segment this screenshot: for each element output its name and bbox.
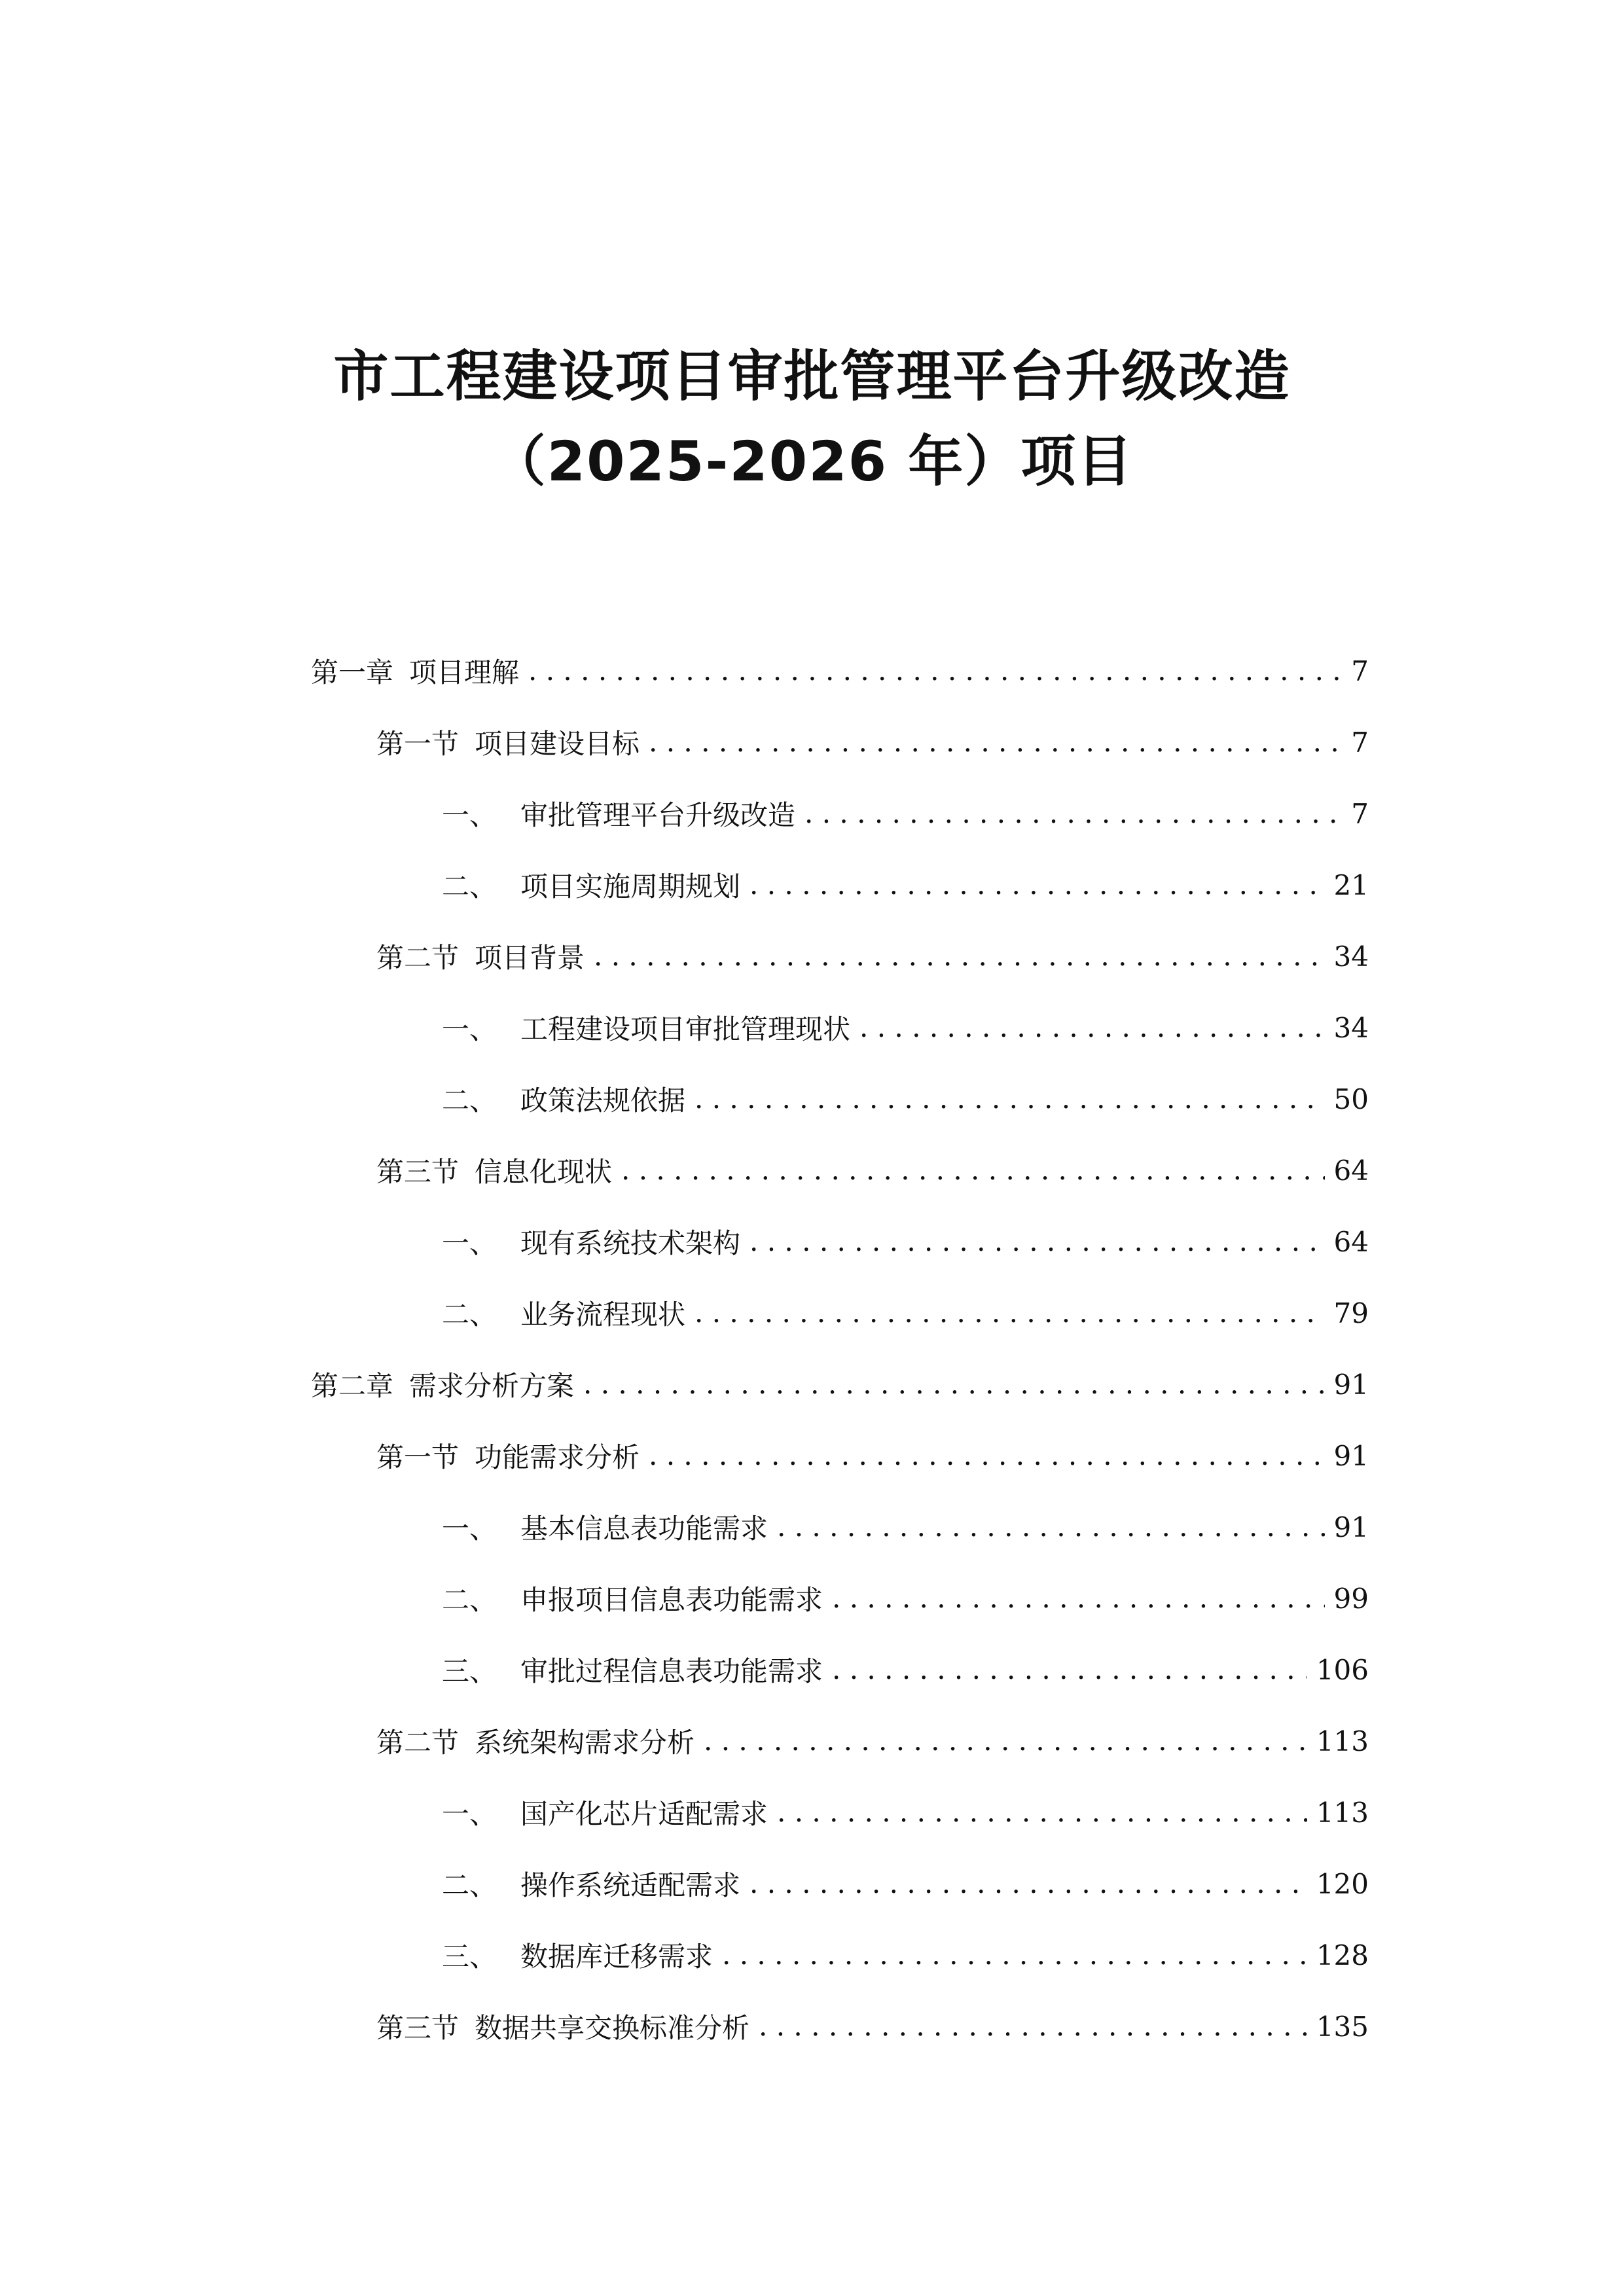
toc-entry[interactable]: [442, 1932, 1369, 1978]
toc-entry-label: 操作系统适配需求: [520, 1869, 741, 1901]
toc-entry[interactable]: [311, 648, 1369, 694]
toc-entry[interactable]: [442, 1647, 1369, 1693]
toc-entry-page: 34: [1333, 1011, 1369, 1044]
toc-entry[interactable]: [376, 2003, 1369, 2049]
toc-entry-number: 二、: [442, 1085, 497, 1117]
toc-entry-page: 120: [1316, 1867, 1369, 1900]
toc-dot-leader: [695, 1290, 1325, 1336]
toc-dot-leader: [704, 1718, 1307, 1764]
toc-entry-label: 项目背景: [475, 942, 585, 974]
toc-entry[interactable]: [442, 1504, 1369, 1550]
toc-entry[interactable]: [442, 1219, 1369, 1265]
toc-entry-label: 政策法规依据: [520, 1085, 686, 1117]
toc-entry-label: 基本信息表功能需求: [520, 1513, 768, 1545]
toc-entry[interactable]: [376, 933, 1369, 979]
toc-dot-leader: [649, 1433, 1325, 1479]
toc-entry-page: 64: [1333, 1225, 1369, 1258]
document-title-line-2: （2025-2026 年）项目: [490, 429, 1134, 493]
toc-entry-number: 第一节: [376, 1441, 460, 1473]
toc-entry-page: 50: [1333, 1083, 1369, 1115]
toc-entry-number: 三、: [442, 1655, 497, 1687]
toc-dot-leader: [594, 933, 1325, 979]
toc-entry-label: 审批过程信息表功能需求: [520, 1655, 823, 1687]
toc-entry-number: 三、: [442, 1941, 497, 1973]
toc-dot-leader: [832, 1575, 1325, 1621]
toc-entry-label: 信息化现状: [475, 1156, 613, 1188]
toc-entry-page: 34: [1333, 940, 1369, 973]
toc-entry-label: 业务流程现状: [520, 1299, 686, 1331]
toc-entry[interactable]: [442, 1076, 1369, 1122]
toc-entry[interactable]: [376, 719, 1369, 765]
toc-dot-leader: [804, 791, 1342, 836]
toc-entry-label: 项目实施周期规划: [520, 870, 741, 903]
toc-dot-leader: [777, 1789, 1307, 1835]
toc-entry-page: 113: [1316, 1725, 1369, 1757]
toc-entry-page: 128: [1316, 1939, 1369, 1971]
toc-dot-leader: [749, 862, 1325, 908]
toc-entry-page: 135: [1316, 2010, 1369, 2043]
toc-entry-number: 第二节: [376, 1727, 460, 1759]
toc-entry-page: 7: [1351, 726, 1369, 759]
toc-dot-leader: [749, 1861, 1307, 1907]
toc-entry-number: 第一节: [376, 728, 460, 760]
toc-dot-leader: [749, 1219, 1325, 1265]
toc-entry-number: 一、: [442, 1798, 497, 1830]
toc-dot-leader: [649, 719, 1342, 765]
toc-entry[interactable]: [311, 1361, 1369, 1407]
toc-entry-label: 项目建设目标: [475, 728, 640, 760]
toc-entry-page: 21: [1333, 869, 1369, 901]
toc-entry-number: 二、: [442, 1869, 497, 1901]
toc-dot-leader: [832, 1647, 1307, 1693]
toc-entry-page: 91: [1333, 1439, 1369, 1472]
toc-entry-label: 项目理解: [409, 656, 520, 689]
toc-entry-number: 一、: [442, 1227, 497, 1259]
toc-entry-number: 一、: [442, 799, 497, 831]
toc-entry-label: 需求分析方案: [409, 1370, 575, 1402]
toc-entry-number: 二、: [442, 870, 497, 903]
toc-entry[interactable]: [442, 791, 1369, 836]
toc-entry-number: 第二章: [311, 1370, 394, 1402]
toc-entry[interactable]: [442, 862, 1369, 908]
toc-entry-number: 第三节: [376, 2012, 460, 2044]
toc-entry[interactable]: [442, 1789, 1369, 1835]
toc-entry-number: 第一章: [311, 656, 394, 689]
toc-entry-label: 审批管理平台升级改造: [520, 799, 796, 831]
toc-entry[interactable]: [442, 1861, 1369, 1907]
toc-entry[interactable]: [376, 1433, 1369, 1479]
toc-entry-page: 7: [1351, 655, 1369, 687]
toc-entry-label: 数据库迁移需求: [520, 1941, 713, 1973]
toc-entry-page: 91: [1333, 1368, 1369, 1401]
toc-entry-label: 申报项目信息表功能需求: [520, 1584, 823, 1616]
toc-dot-leader: [583, 1361, 1325, 1407]
toc-entry-label: 国产化芯片适配需求: [520, 1798, 768, 1830]
toc-entry-page: 106: [1316, 1653, 1369, 1686]
toc-entry-label: 数据共享交换标准分析: [475, 2012, 750, 2044]
toc-dot-leader: [859, 1005, 1325, 1050]
toc-dot-leader: [528, 648, 1342, 694]
toc-entry[interactable]: [442, 1005, 1369, 1050]
toc-dot-leader: [759, 2003, 1307, 2049]
toc-entry-page: 79: [1333, 1297, 1369, 1329]
toc-entry-page: 64: [1333, 1154, 1369, 1187]
toc-entry-number: 第二节: [376, 942, 460, 974]
toc-entry[interactable]: [376, 1718, 1369, 1764]
toc-entry-number: 一、: [442, 1013, 497, 1045]
toc-entry[interactable]: [442, 1575, 1369, 1621]
toc-entry-page: 99: [1333, 1582, 1369, 1615]
toc-entry-number: 二、: [442, 1299, 497, 1331]
toc-dot-leader: [621, 1147, 1325, 1193]
toc-entry-label: 工程建设项目审批管理现状: [520, 1013, 851, 1045]
toc-entry-page: 91: [1333, 1511, 1369, 1543]
toc-entry-page: 7: [1351, 797, 1369, 830]
toc-entry[interactable]: [442, 1290, 1369, 1336]
toc-entry-number: 一、: [442, 1513, 497, 1545]
toc-entry[interactable]: [376, 1147, 1369, 1193]
toc-dot-leader: [722, 1932, 1307, 1978]
document-title-line-1: 市工程建设项目审批管理平台升级改造: [333, 344, 1291, 408]
toc-dot-leader: [695, 1076, 1325, 1122]
toc-entry-label: 系统架构需求分析: [475, 1727, 695, 1759]
toc-entry-page: 113: [1316, 1796, 1369, 1829]
toc-entry-number: 第三节: [376, 1156, 460, 1188]
toc-entry-number: 二、: [442, 1584, 497, 1616]
toc-entry-label: 功能需求分析: [475, 1441, 640, 1473]
toc-entry-label: 现有系统技术架构: [520, 1227, 741, 1259]
toc-dot-leader: [777, 1504, 1325, 1550]
